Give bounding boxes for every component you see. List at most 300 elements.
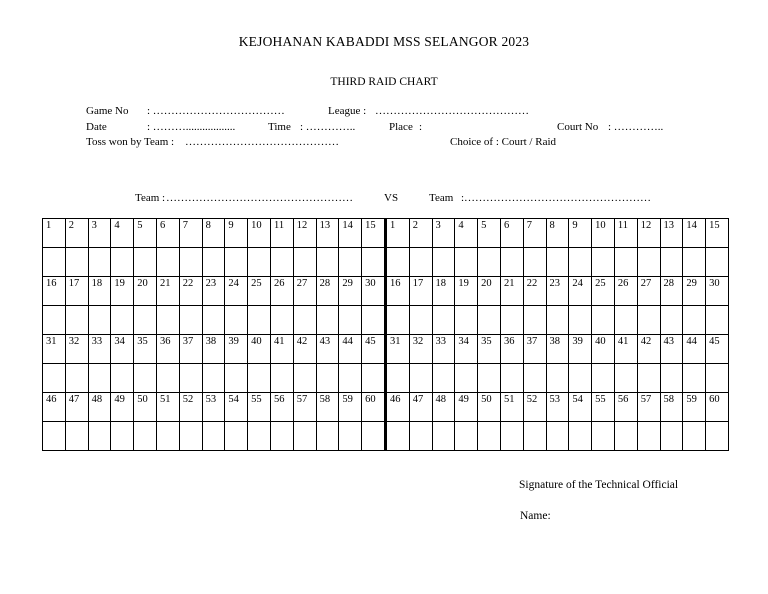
raid-number: 54 [228,394,239,405]
raid-number-cell [660,277,683,306]
raid-entry-cell[interactable] [592,422,615,451]
date-field[interactable]: : ……….................. [147,121,236,133]
raid-entry-cell[interactable] [409,248,432,277]
raid-number: 50 [137,394,148,405]
raid-number-cell [592,335,615,364]
raid-entry-cell[interactable] [409,422,432,451]
raid-number: 39 [228,336,239,347]
raid-entry-cell[interactable] [43,422,66,451]
raid-entry-cell[interactable] [569,306,592,335]
raid-entry-cell[interactable] [316,364,339,393]
raid-number-cell [432,277,455,306]
game-no-field[interactable]: : ……………………………… [147,105,285,117]
raid-entry-cell[interactable] [179,364,202,393]
raid-number: 15 [365,220,376,231]
raid-number-cell [409,219,432,248]
raid-number: 46 [46,394,57,405]
raid-number-cell [455,219,478,248]
raid-entry-cell[interactable] [248,306,271,335]
raid-number: 47 [68,394,80,405]
raid-number-cell [455,335,478,364]
raid-number-cell [43,219,66,248]
raid-entry-cell[interactable] [523,248,546,277]
raid-number: 38 [205,336,217,347]
raid-entry-cell[interactable] [432,248,455,277]
raid-number-cell [614,277,637,306]
raid-number: 58 [663,394,675,405]
raid-entry-cell[interactable] [614,364,637,393]
raid-number-cell [339,277,362,306]
raid-number-cell [339,393,362,422]
raid-entry-cell[interactable] [500,306,523,335]
raid-entry-cell[interactable] [202,248,225,277]
raid-number-cell [500,219,523,248]
raid-number-cell [134,393,157,422]
raid-entry-cell[interactable] [339,422,362,451]
raid-entry-cell[interactable] [569,364,592,393]
raid-entry-cell[interactable] [455,364,478,393]
raid-entry-cell[interactable] [65,422,88,451]
raid-entry-cell[interactable] [225,306,248,335]
raid-number: 26 [273,278,285,289]
raid-number: 29 [686,278,697,289]
raid-entry-cell[interactable] [111,364,134,393]
raid-number: 7 [526,220,532,231]
raid-number-cell [455,393,478,422]
raid-entry-cell[interactable] [500,248,523,277]
raid-entry-cell[interactable] [134,248,157,277]
raid-number: 49 [458,394,469,405]
raid-number-cell [225,219,248,248]
raid-entry-cell[interactable] [111,422,134,451]
raid-entry-cell[interactable] [432,422,455,451]
raid-entry-cell[interactable] [316,422,339,451]
raid-entry-cell[interactable] [179,306,202,335]
raid-number-cell [88,277,111,306]
raid-entry-cell[interactable] [614,248,637,277]
raid-number: 2 [68,220,75,231]
raid-entry-cell[interactable] [385,364,409,393]
raid-number-cell [156,335,179,364]
raid-number: 20 [481,278,492,289]
raid-number: 10 [595,220,606,231]
raid-number: 12 [640,220,652,231]
raid-entry-cell[interactable] [270,364,293,393]
raid-entry-cell[interactable] [706,248,729,277]
raid-entry-cell[interactable] [111,248,134,277]
raid-number: 59 [686,394,697,405]
raid-entry-cell[interactable] [316,248,339,277]
raid-entry-row [43,306,729,335]
raid-number: 32 [412,336,424,347]
raid-entry-cell[interactable] [637,422,660,451]
raid-entry-cell[interactable] [660,248,683,277]
raid-entry-cell[interactable] [156,306,179,335]
raid-entry-cell[interactable] [500,422,523,451]
raid-entry-cell[interactable] [592,364,615,393]
raid-number-cell [660,335,683,364]
raid-number-cell [316,219,339,248]
page-title: KEJOHANAN KABADDI MSS SELANGOR 2023 [238,34,530,49]
raid-number: 42 [296,336,308,347]
raid-entry-cell[interactable] [637,306,660,335]
raid-entry-cell[interactable] [706,422,729,451]
raid-number-cell [293,393,316,422]
raid-entry-cell[interactable] [614,422,637,451]
raid-entry-cell[interactable] [660,422,683,451]
raid-number: 22 [182,278,194,289]
raid-entry-cell[interactable] [385,422,409,451]
raid-entry-cell[interactable] [293,306,316,335]
name-label: Name: [520,510,551,522]
raid-number-cell [202,335,225,364]
raid-entry-cell[interactable] [65,364,88,393]
raid-number: 32 [68,336,80,347]
raid-number-cell [270,277,293,306]
raid-entry-cell[interactable] [65,248,88,277]
raid-number-cell [202,393,225,422]
raid-number: 31 [46,336,57,347]
raid-number: 4 [458,220,464,231]
raid-number: 42 [640,336,652,347]
raid-entry-cell[interactable] [385,248,409,277]
raid-number: 16 [46,278,57,289]
raid-number: 8 [549,220,555,231]
raid-number: 3 [435,220,441,231]
raid-number-cell [409,393,432,422]
raid-number: 30 [365,278,376,289]
raid-entry-cell[interactable] [339,248,362,277]
raid-number: 20 [137,278,148,289]
raid-number: 38 [549,336,561,347]
raid-entry-cell[interactable] [248,248,271,277]
raid-number-cell [637,277,660,306]
date-label: Date [86,121,107,133]
raid-number: 58 [319,394,331,405]
raid-entry-cell[interactable] [156,248,179,277]
raid-entry-cell[interactable] [362,248,386,277]
raid-number: 4 [114,220,120,231]
raid-entry-cell[interactable] [225,364,248,393]
raid-entry-cell[interactable] [293,364,316,393]
raid-number-cell [88,219,111,248]
raid-number: 16 [389,278,401,289]
raid-number-cell [202,277,225,306]
court-no-label: Court No [557,121,599,133]
raid-number: 40 [595,336,606,347]
raid-number: 36 [159,336,171,347]
time-label: Time [268,121,291,133]
raid-entry-cell[interactable] [592,248,615,277]
raid-entry-cell[interactable] [362,364,386,393]
raid-number-cell [362,277,386,306]
raid-number-cell [478,393,501,422]
raid-number-cell [592,393,615,422]
raid-number-cell [569,277,592,306]
raid-entry-cell[interactable] [683,422,706,451]
raid-entry-cell[interactable] [546,422,569,451]
raid-number: 43 [663,336,675,347]
raid-number: 52 [182,394,194,405]
raid-number: 18 [91,278,103,289]
raid-entry-cell[interactable] [339,364,362,393]
raid-number: 13 [319,220,331,231]
raid-entry-cell[interactable] [455,306,478,335]
raid-entry-cell[interactable] [455,248,478,277]
raid-number: 45 [365,336,376,347]
raid-number-cell [660,219,683,248]
raid-number: 19 [114,278,125,289]
raid-number: 36 [503,336,515,347]
raid-number: 9 [228,220,234,231]
raid-number: 52 [526,394,538,405]
time-field[interactable]: : ………….. [300,121,356,133]
raid-entry-cell[interactable] [478,306,501,335]
raid-number: 3 [91,220,97,231]
raid-number: 44 [686,336,697,347]
raid-number-cell [43,277,66,306]
raid-number-cell [111,335,134,364]
raid-entry-cell[interactable] [637,248,660,277]
raid-number-cell [179,219,202,248]
raid-entry-cell[interactable] [43,248,66,277]
raid-number: 37 [182,336,194,347]
raid-entry-cell[interactable] [432,306,455,335]
raid-entry-cell[interactable] [569,422,592,451]
raid-number-cell [614,393,637,422]
court-no-field[interactable]: : ………….. [608,121,664,133]
raid-number: 60 [709,394,720,405]
raid-number: 10 [251,220,262,231]
raid-entry-cell[interactable] [202,364,225,393]
raid-entry-cell[interactable] [592,306,615,335]
raid-number: 35 [137,336,148,347]
raid-entry-cell[interactable] [523,306,546,335]
raid-number: 34 [114,336,125,347]
raid-number-cell [592,219,615,248]
raid-number: 18 [435,278,447,289]
raid-entry-cell[interactable] [385,306,409,335]
raid-number-cell [362,219,386,248]
raid-number-cell [706,335,729,364]
raid-entry-cell[interactable] [432,364,455,393]
raid-entry-cell[interactable] [706,306,729,335]
raid-entry-cell[interactable] [362,422,386,451]
raid-number-cell [43,393,66,422]
raid-number: 44 [342,336,353,347]
raid-entry-cell[interactable] [546,364,569,393]
raid-number: 60 [365,394,376,405]
raid-number-cell [569,393,592,422]
raid-entry-cell[interactable] [546,248,569,277]
raid-number: 14 [342,220,353,231]
league-field[interactable]: …………………………………… [375,105,529,117]
raid-number-cell [500,335,523,364]
raid-number-row [43,335,729,364]
raid-number: 33 [435,336,447,347]
place-field[interactable]: : [419,121,423,133]
raid-entry-cell[interactable] [455,422,478,451]
raid-entry-cell[interactable] [706,364,729,393]
raid-entry-cell[interactable] [523,422,546,451]
raid-entry-cell[interactable] [179,422,202,451]
raid-number-cell [293,277,316,306]
raid-entry-cell[interactable] [225,248,248,277]
raid-number-cell [637,335,660,364]
raid-number-cell [683,219,706,248]
team-b-field[interactable]: :…………………………………………… [461,192,652,204]
raid-entry-cell[interactable] [88,306,111,335]
raid-number-cell [156,277,179,306]
raid-entry-cell[interactable] [523,364,546,393]
raid-number-cell [65,393,88,422]
raid-number: 39 [572,336,583,347]
raid-number: 5 [137,220,143,231]
team-a-label: Team : [135,192,166,204]
raid-entry-cell[interactable] [683,364,706,393]
raid-number: 41 [617,336,629,347]
raid-entry-cell[interactable] [683,306,706,335]
raid-entry-cell[interactable] [179,248,202,277]
raid-number-cell [65,277,88,306]
raid-entry-cell[interactable] [134,306,157,335]
raid-entry-cell[interactable] [88,248,111,277]
raid-number-cell [248,335,271,364]
raid-number: 15 [709,220,720,231]
raid-entry-row [43,422,729,451]
toss-field[interactable]: …………………………………… [185,136,339,148]
raid-number: 51 [503,394,515,405]
raid-entry-cell[interactable] [546,306,569,335]
raid-entry-cell[interactable] [156,364,179,393]
raid-number-cell [614,219,637,248]
raid-entry-cell[interactable] [500,364,523,393]
raid-number: 21 [159,278,171,289]
raid-number-cell [293,335,316,364]
raid-number-cell [706,219,729,248]
raid-number-cell [316,335,339,364]
raid-entry-cell[interactable] [43,306,66,335]
raid-entry-cell[interactable] [409,306,432,335]
raid-number-cell [637,393,660,422]
raid-number: 53 [205,394,217,405]
team-a-field[interactable]: …………………………………………… [166,192,353,204]
raid-number-cell [409,277,432,306]
game-no-label: Game No [86,105,129,117]
raid-number: 11 [617,220,629,231]
raid-number-cell [385,393,409,422]
raid-number: 53 [549,394,561,405]
raid-entry-cell[interactable] [270,422,293,451]
raid-number: 7 [182,220,189,231]
raid-entry-cell[interactable] [88,364,111,393]
raid-entry-cell[interactable] [339,306,362,335]
raid-number: 45 [709,336,720,347]
raid-number: 29 [342,278,353,289]
raid-entry-cell[interactable] [478,422,501,451]
raid-entry-cell[interactable] [202,422,225,451]
raid-number: 26 [617,278,629,289]
raid-entry-cell[interactable] [43,364,66,393]
raid-entry-cell[interactable] [88,422,111,451]
raid-number-cell [523,277,546,306]
raid-entry-cell[interactable] [270,248,293,277]
raid-entry-cell[interactable] [569,248,592,277]
raid-entry-cell[interactable] [409,364,432,393]
raid-number-cell [432,219,455,248]
raid-number-cell [134,277,157,306]
raid-number-cell [111,277,134,306]
raid-number-cell [614,335,637,364]
raid-number: 56 [617,394,629,405]
raid-entry-cell[interactable] [362,306,386,335]
vs-label: VS [384,192,399,204]
raid-number-cell [270,393,293,422]
raid-number-cell [270,219,293,248]
raid-number-cell [569,335,592,364]
raid-entry-cell[interactable] [293,248,316,277]
raid-entry-cell[interactable] [248,364,271,393]
raid-number: 6 [159,220,166,231]
raid-entry-cell[interactable] [660,306,683,335]
raid-number: 1 [389,220,396,231]
raid-entry-cell[interactable] [316,306,339,335]
raid-entry-cell[interactable] [478,364,501,393]
raid-number-cell [248,277,271,306]
raid-number: 37 [526,336,538,347]
raid-entry-cell[interactable] [248,422,271,451]
raid-number: 24 [572,278,583,289]
raid-number-cell [156,393,179,422]
raid-number: 11 [273,220,285,231]
raid-entry-row [43,364,729,393]
raid-entry-cell[interactable] [134,364,157,393]
raid-entry-cell[interactable] [270,306,293,335]
raid-number: 56 [273,394,285,405]
raid-number: 49 [114,394,125,405]
raid-number: 17 [68,278,80,289]
raid-entry-cell[interactable] [478,248,501,277]
raid-entry-cell[interactable] [65,306,88,335]
raid-number-cell [111,219,134,248]
raid-entry-cell[interactable] [111,306,134,335]
raid-number-cell [683,335,706,364]
raid-number: 9 [572,220,578,231]
raid-entry-cell[interactable] [156,422,179,451]
raid-entry-cell[interactable] [614,306,637,335]
raid-number: 23 [549,278,561,289]
raid-entry-cell[interactable] [225,422,248,451]
raid-entry-cell[interactable] [134,422,157,451]
raid-number: 51 [159,394,171,405]
raid-number-cell [706,277,729,306]
raid-number: 25 [251,278,262,289]
raid-entry-cell[interactable] [683,248,706,277]
raid-entry-cell[interactable] [637,364,660,393]
raid-number-cell [134,335,157,364]
raid-number-cell [293,219,316,248]
chart-subtitle: THIRD RAID CHART [330,76,438,88]
raid-entry-cell[interactable] [660,364,683,393]
raid-number-cell [156,219,179,248]
raid-number-cell [546,219,569,248]
raid-entry-cell[interactable] [202,306,225,335]
raid-entry-cell[interactable] [293,422,316,451]
raid-number-cell [523,335,546,364]
raid-number: 50 [481,394,492,405]
raid-number: 48 [91,394,103,405]
raid-number-cell [65,335,88,364]
